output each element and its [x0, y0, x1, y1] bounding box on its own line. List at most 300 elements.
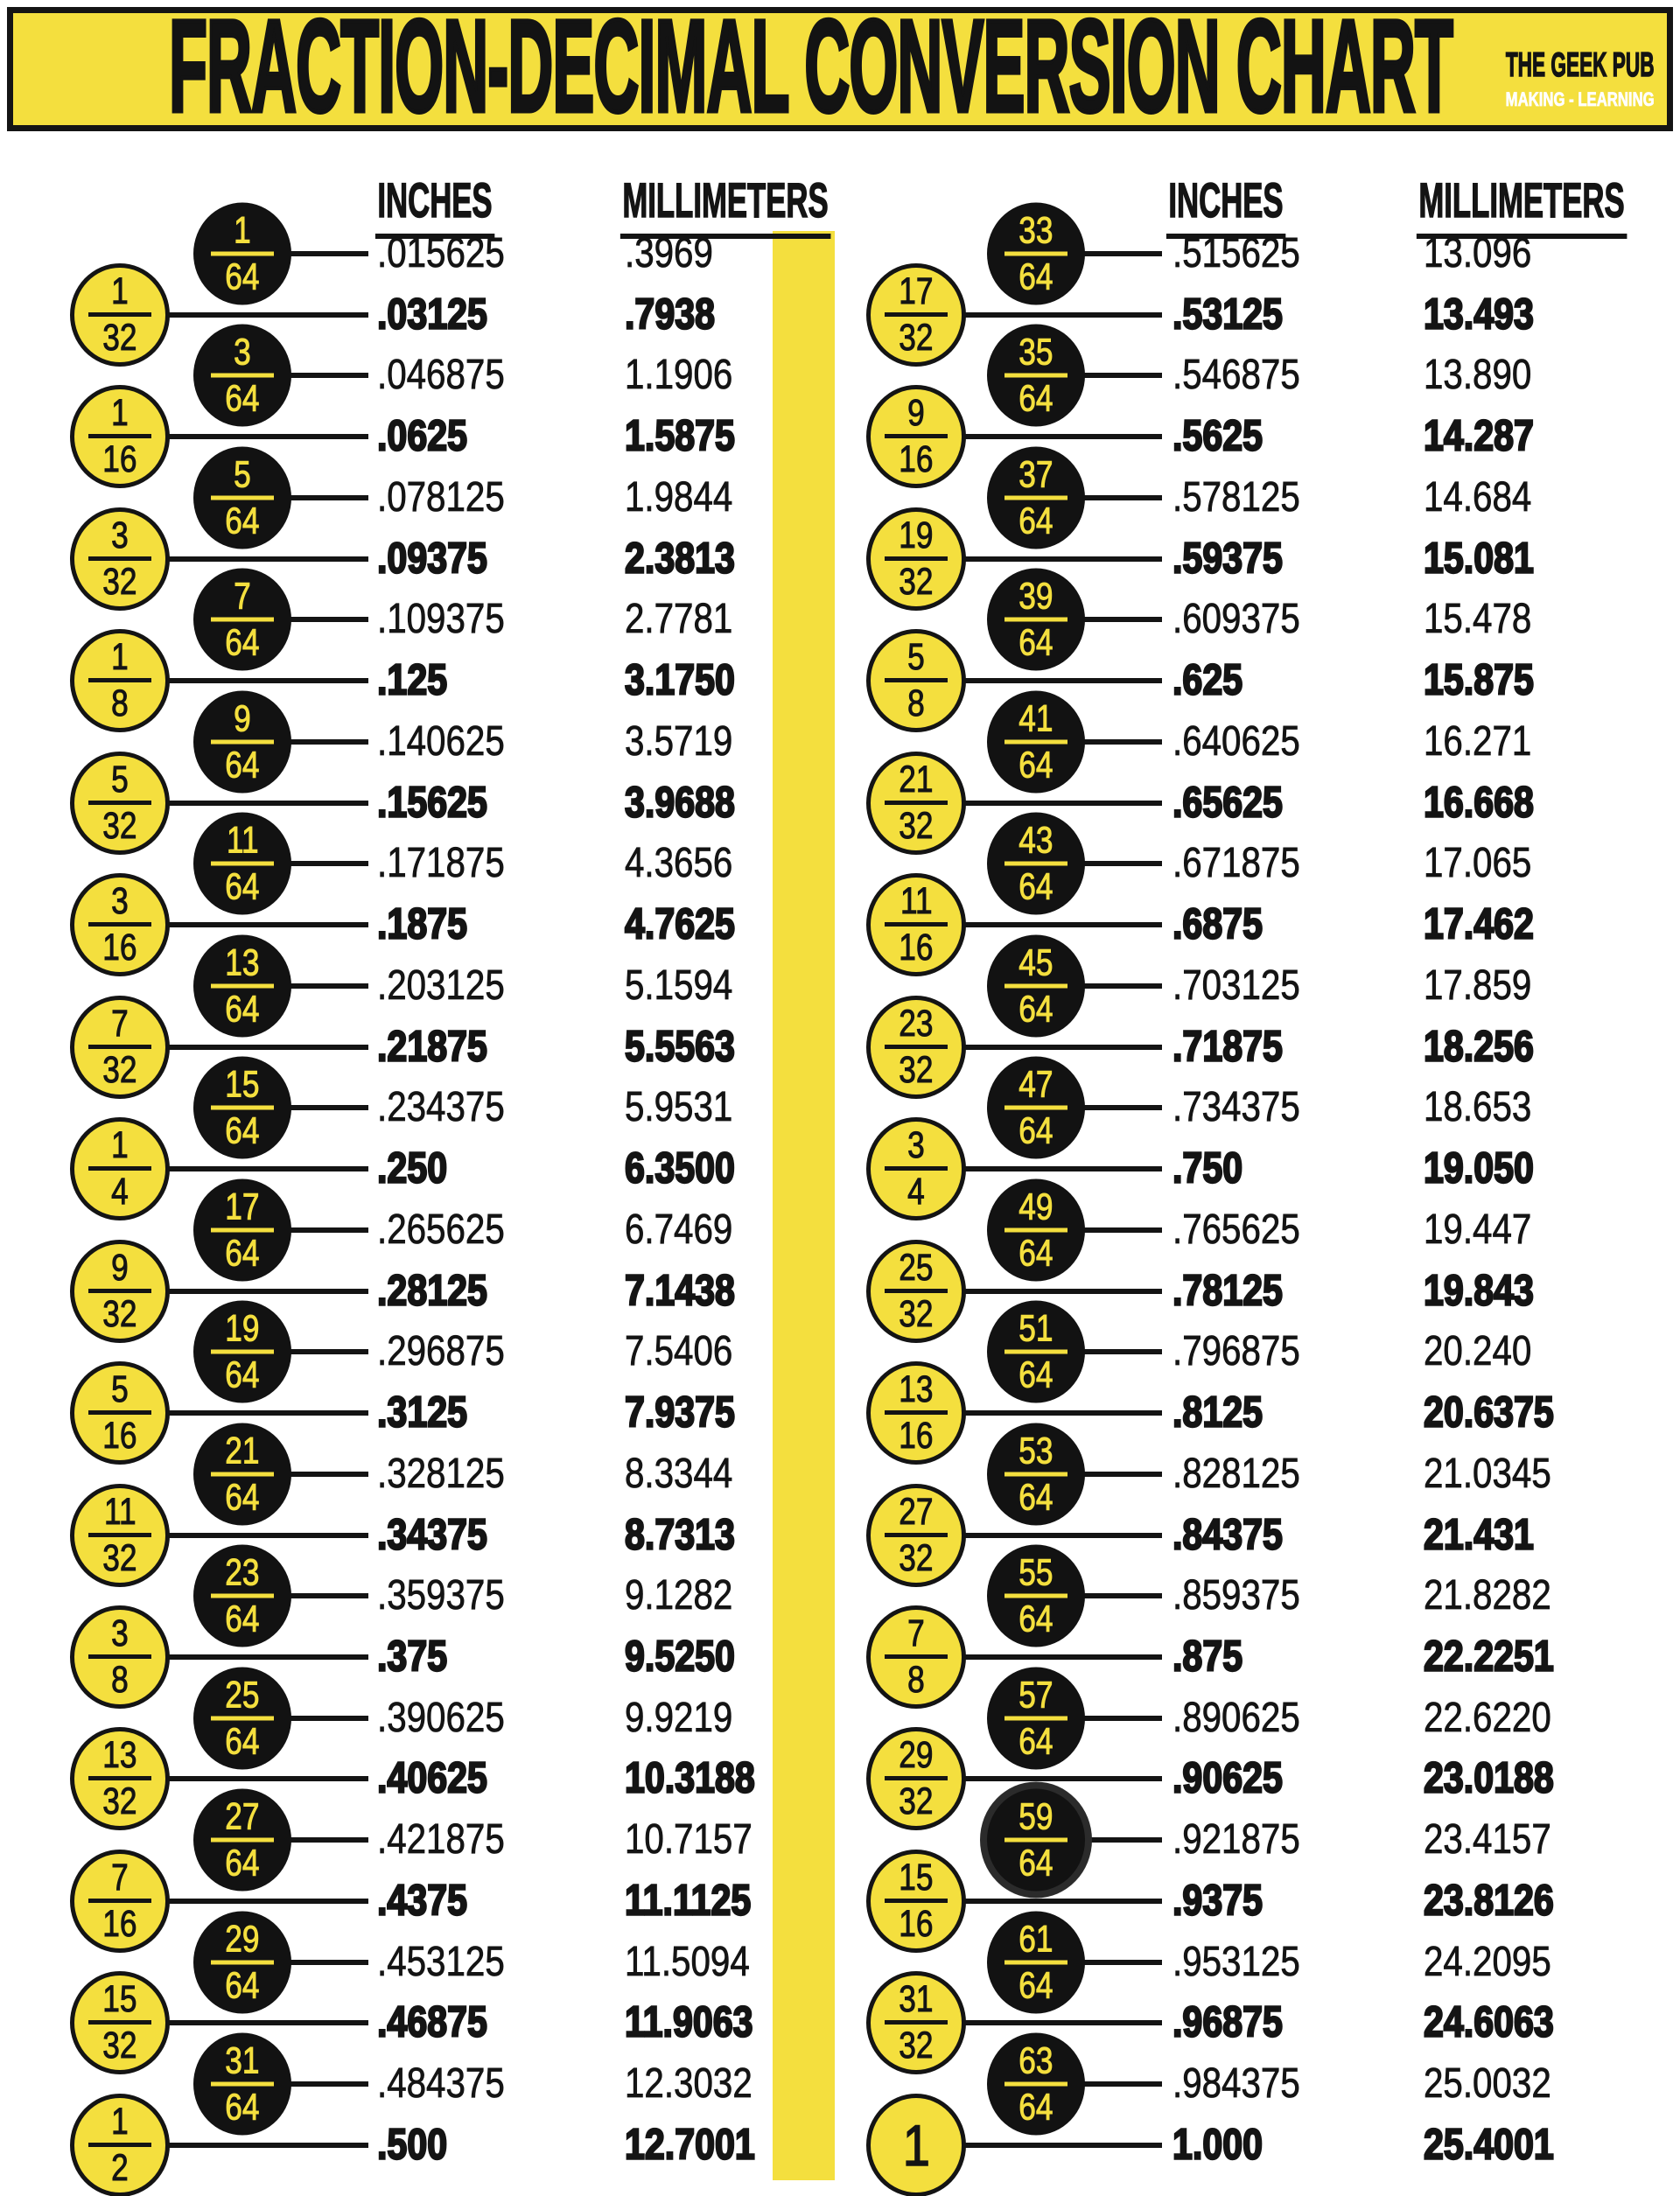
fraction-badge — [987, 447, 1085, 549]
fraction-numerator: 3 — [234, 331, 251, 374]
fraction-numerator: 19 — [899, 514, 934, 557]
fraction-numerator: 11 — [103, 1491, 136, 1534]
inches-value: .671875 — [1172, 840, 1300, 886]
connector-line — [959, 2143, 1162, 2148]
inches-value: .328125 — [377, 1451, 505, 1497]
fraction-denominator: 32 — [899, 561, 934, 603]
fraction-numerator: 35 — [1018, 331, 1054, 374]
fraction-whole-number: 1 — [902, 2113, 930, 2178]
connector-line — [288, 251, 368, 256]
connector-line — [163, 678, 368, 683]
brand-logo — [1398, 46, 1655, 111]
fraction-badge — [866, 996, 966, 1099]
connector-line — [288, 1716, 368, 1721]
connector-line — [163, 1654, 368, 1660]
millimeters-header-label: MILLIMETERS — [620, 171, 830, 239]
mm-value: 11.5094 — [625, 1939, 750, 1985]
fraction-denominator: 64 — [1018, 988, 1054, 1030]
inches-value: .34375 — [377, 1511, 487, 1559]
fraction-numerator: 1 — [111, 1124, 129, 1167]
inches-value: .296875 — [377, 1328, 505, 1374]
fraction-badge — [70, 385, 170, 488]
fraction-numerator: 23 — [225, 1551, 260, 1594]
connector-line — [288, 1349, 368, 1354]
fraction-badge — [987, 935, 1085, 1038]
fraction-denominator: 64 — [225, 255, 260, 297]
connector-line — [1082, 1105, 1162, 1110]
fraction-badge — [866, 1240, 966, 1343]
inches-value: .9375 — [1172, 1877, 1264, 1925]
fraction-numerator: 53 — [1018, 1430, 1054, 1472]
mm-value: 10.7157 — [625, 1816, 752, 1863]
fraction-badge — [193, 1301, 291, 1403]
connector-line — [959, 1166, 1162, 1171]
mm-value: 22.6220 — [1424, 1695, 1551, 1741]
fraction-numerator: 1 — [111, 2101, 129, 2144]
fraction-badge — [866, 1971, 966, 2074]
inches-value: .3125 — [377, 1388, 468, 1437]
mm-value: 5.1594 — [625, 962, 733, 1009]
fraction-numerator: 7 — [111, 1003, 129, 1046]
fraction-badge — [70, 263, 170, 367]
fraction-numerator: 7 — [111, 1857, 129, 1899]
inches-value: .90625 — [1172, 1754, 1283, 1802]
fraction-denominator: 64 — [225, 2086, 260, 2128]
fraction-numerator: 11 — [226, 819, 259, 862]
inches-value: .609375 — [1172, 596, 1300, 642]
connector-line — [959, 922, 1162, 927]
connector-line — [163, 1899, 368, 1904]
fraction-denominator: 8 — [907, 1659, 925, 1701]
inches-value: .953125 — [1172, 1939, 1300, 1985]
fraction-denominator: 4 — [907, 1171, 925, 1213]
mm-value: 23.0188 — [1424, 1754, 1554, 1802]
mm-value: 12.7001 — [625, 2121, 755, 2169]
fraction-badge — [70, 1727, 170, 1830]
fraction-denominator: 64 — [225, 865, 260, 907]
inches-value: .390625 — [377, 1695, 505, 1741]
fraction-badge — [866, 1484, 966, 1587]
fraction-numerator: 39 — [1018, 575, 1054, 618]
mm-value: 23.4157 — [1424, 1816, 1551, 1863]
inches-value: .703125 — [1172, 962, 1300, 1009]
fraction-denominator: 32 — [899, 2025, 934, 2067]
connector-line — [959, 1410, 1162, 1416]
fraction-numerator: 13 — [102, 1734, 137, 1777]
mm-value: 12.3032 — [625, 2060, 752, 2107]
inches-value: .359375 — [377, 1572, 505, 1619]
fraction-numerator: 5 — [234, 453, 251, 496]
mm-value: 8.7313 — [625, 1511, 735, 1559]
connector-line — [1082, 251, 1162, 256]
fraction-badge — [70, 752, 170, 855]
fraction-numerator: 1 — [111, 636, 129, 679]
fraction-badge — [70, 629, 170, 732]
mm-value: 11.1125 — [625, 1877, 752, 1925]
fraction-numerator: 37 — [1018, 453, 1054, 496]
mm-value: 5.9531 — [625, 1084, 733, 1130]
inches-value: .515625 — [1172, 230, 1300, 276]
fraction-numerator: 7 — [907, 1612, 925, 1655]
connector-line — [1082, 1837, 1162, 1843]
mm-value: 9.5250 — [625, 1633, 735, 1681]
fraction-badge — [70, 1361, 170, 1465]
fraction-denominator: 64 — [1018, 255, 1054, 297]
mm-value: 15.081 — [1424, 535, 1534, 583]
mm-value: 10.3188 — [625, 1754, 755, 1802]
fraction-denominator: 32 — [899, 317, 934, 359]
inches-value: .890625 — [1172, 1695, 1300, 1741]
mm-value: 21.8282 — [1424, 1572, 1551, 1619]
connector-line — [1082, 739, 1162, 745]
fraction-numerator: 7 — [234, 575, 251, 618]
inches-value: .21875 — [377, 1023, 487, 1071]
connector-line — [959, 678, 1162, 683]
mm-value: 3.5719 — [625, 718, 733, 765]
mm-value: .7938 — [625, 290, 716, 339]
inches-value: .859375 — [1172, 1572, 1300, 1619]
fraction-badge — [70, 1971, 170, 2074]
inches-value: .8125 — [1172, 1388, 1264, 1437]
inches-value: .96875 — [1172, 1998, 1283, 2046]
inches-header-right — [1130, 171, 1322, 239]
inches-value: .53125 — [1172, 290, 1283, 339]
connector-line — [288, 739, 368, 745]
mm-value: 18.256 — [1424, 1023, 1534, 1071]
fraction-badge — [193, 1423, 291, 1526]
connector-line — [288, 1472, 368, 1477]
fraction-denominator: 32 — [899, 1049, 934, 1091]
fraction-denominator: 16 — [102, 1415, 137, 1457]
connector-line — [1082, 495, 1162, 500]
mm-value: 6.7469 — [625, 1206, 733, 1253]
header-bar — [7, 0, 1673, 140]
connector-line — [163, 1776, 368, 1781]
fraction-numerator: 17 — [899, 270, 934, 313]
fraction-numerator: 29 — [899, 1734, 934, 1777]
fraction-numerator: 15 — [102, 1978, 137, 2021]
fraction-denominator: 64 — [225, 1232, 260, 1274]
connector-line — [163, 2020, 368, 2025]
connector-line — [163, 801, 368, 806]
mm-value: 13.096 — [1424, 230, 1532, 276]
connector-line — [163, 1410, 368, 1416]
connector-line — [163, 1166, 368, 1171]
inches-value: .6875 — [1172, 900, 1264, 948]
mm-value: 4.3656 — [625, 840, 733, 886]
fraction-badge — [193, 1179, 291, 1282]
inches-value: .375 — [377, 1633, 448, 1681]
fraction-denominator: 8 — [111, 682, 129, 724]
connector-line — [1082, 983, 1162, 989]
fraction-numerator: 15 — [225, 1063, 260, 1106]
inches-value: 1.000 — [1172, 2121, 1264, 2169]
inches-value: .5625 — [1172, 412, 1264, 460]
fraction-badge — [866, 1850, 966, 1953]
fraction-denominator: 64 — [1018, 1720, 1054, 1762]
fraction-numerator: 5 — [111, 759, 129, 801]
inches-value: .484375 — [377, 2060, 505, 2107]
fraction-numerator: 9 — [907, 392, 925, 435]
inches-value: .921875 — [1172, 1816, 1300, 1863]
center-divider-bar — [773, 231, 835, 2180]
fraction-badge — [193, 1789, 291, 1892]
fraction-badge — [193, 935, 291, 1038]
fraction-denominator: 64 — [1018, 500, 1054, 542]
inches-header-label: INCHES — [375, 171, 494, 239]
millimeters-header-right — [1352, 171, 1680, 239]
fraction-badge — [70, 873, 170, 976]
fraction-denominator: 64 — [225, 1353, 260, 1395]
mm-value: 17.859 — [1424, 962, 1532, 1009]
connector-line — [163, 1533, 368, 1538]
fraction-numerator: 3 — [907, 1124, 925, 1167]
connector-line — [288, 1837, 368, 1843]
mm-value: 25.0032 — [1424, 2060, 1551, 2107]
fraction-badge — [70, 1484, 170, 1587]
inches-value: .28125 — [377, 1267, 487, 1315]
mm-value: 17.462 — [1424, 900, 1534, 948]
fraction-numerator: 43 — [1018, 819, 1054, 862]
mm-value: 1.5875 — [625, 412, 735, 460]
fraction-badge — [70, 2094, 170, 2196]
mm-value: 20.240 — [1424, 1328, 1532, 1374]
fraction-denominator: 64 — [1018, 1353, 1054, 1395]
inches-value: .828125 — [1172, 1451, 1300, 1497]
fraction-denominator: 32 — [102, 1049, 137, 1091]
mm-value: 19.843 — [1424, 1267, 1534, 1315]
fraction-badge — [987, 691, 1085, 794]
fraction-numerator: 9 — [111, 1247, 129, 1290]
inches-value: .078125 — [377, 474, 505, 521]
inches-value: .625 — [1172, 656, 1243, 704]
connector-line — [959, 556, 1162, 562]
mm-value: .3969 — [625, 230, 713, 276]
fraction-denominator: 32 — [899, 805, 934, 847]
mm-value: 21.0345 — [1424, 1451, 1551, 1497]
fraction-numerator: 11 — [900, 880, 933, 923]
mm-value: 15.875 — [1424, 656, 1534, 704]
inches-value: .46875 — [377, 1998, 487, 2046]
connector-line — [1082, 373, 1162, 378]
inches-value: .15625 — [377, 779, 487, 827]
fraction-badge — [987, 1789, 1085, 1892]
brand-name: THE GEEK PUB — [1506, 46, 1655, 84]
connector-line — [163, 1045, 368, 1050]
mm-value: 22.2251 — [1424, 1633, 1554, 1681]
mm-value: 24.6063 — [1424, 1998, 1554, 2046]
fraction-badge — [193, 203, 291, 305]
fraction-denominator: 64 — [225, 377, 260, 419]
inches-value: .265625 — [377, 1206, 505, 1253]
fraction-numerator: 63 — [1018, 2039, 1054, 2082]
mm-value: 20.6375 — [1424, 1388, 1554, 1437]
inches-value: .421875 — [377, 1816, 505, 1863]
fraction-badge — [70, 996, 170, 1099]
connector-line — [288, 1593, 368, 1598]
inches-value: .1875 — [377, 900, 468, 948]
fraction-badge — [987, 203, 1085, 305]
inches-value: .84375 — [1172, 1511, 1283, 1559]
fraction-badge — [866, 873, 966, 976]
fraction-numerator: 31 — [899, 1978, 934, 2021]
fraction-numerator: 33 — [1018, 209, 1054, 252]
fraction-badge — [193, 2033, 291, 2136]
connector-line — [1082, 1593, 1162, 1598]
fraction-badge — [866, 385, 966, 488]
fraction-numerator: 1 — [111, 270, 129, 313]
fraction-badge — [866, 752, 966, 855]
mm-value: 4.7625 — [625, 900, 735, 948]
fraction-numerator: 59 — [1018, 1795, 1054, 1838]
inches-value: .546875 — [1172, 352, 1300, 398]
fraction-badge — [193, 325, 291, 427]
inches-value: .500 — [377, 2121, 448, 2169]
inches-value: .03125 — [377, 290, 487, 339]
fraction-denominator: 64 — [225, 1476, 260, 1518]
inches-value: .109375 — [377, 596, 505, 642]
connector-line — [959, 1045, 1162, 1050]
fraction-numerator: 51 — [1018, 1307, 1054, 1350]
connector-line — [288, 1105, 368, 1110]
inches-value: .125 — [377, 656, 448, 704]
inches-value: .171875 — [377, 840, 505, 886]
fraction-badge — [987, 2033, 1085, 2136]
millimeters-header-label: MILLIMETERS — [1417, 171, 1627, 239]
mm-value: 9.1282 — [625, 1572, 733, 1619]
connector-line — [1082, 1227, 1162, 1233]
inches-value: .4375 — [377, 1877, 468, 1925]
mm-value: 24.2095 — [1424, 1939, 1551, 1985]
fraction-denominator: 32 — [899, 1780, 934, 1822]
fraction-badge — [866, 1361, 966, 1465]
mm-value: 6.3500 — [625, 1144, 735, 1192]
connector-line — [1082, 1472, 1162, 1477]
fraction-numerator: 27 — [899, 1491, 934, 1534]
fraction-denominator: 64 — [1018, 377, 1054, 419]
fraction-denominator: 8 — [907, 682, 925, 724]
inches-value: .015625 — [377, 230, 505, 276]
inches-value: .984375 — [1172, 2060, 1300, 2107]
connector-line — [1082, 2081, 1162, 2087]
fraction-denominator: 64 — [225, 500, 260, 542]
connector-line — [959, 2020, 1162, 2025]
fraction-badge — [70, 1605, 170, 1709]
connector-line — [959, 1533, 1162, 1538]
fraction-denominator: 8 — [111, 1659, 129, 1701]
fraction-badge — [193, 1912, 291, 2014]
connector-line — [163, 434, 368, 439]
inches-value: .765625 — [1172, 1206, 1300, 1253]
inches-value: .59375 — [1172, 535, 1283, 583]
fraction-numerator: 55 — [1018, 1551, 1054, 1594]
fraction-numerator: 15 — [899, 1857, 934, 1899]
inches-value: .578125 — [1172, 474, 1300, 521]
connector-line — [163, 922, 368, 927]
fraction-denominator: 64 — [1018, 865, 1054, 907]
mm-value: 8.3344 — [625, 1451, 733, 1497]
fraction-numerator: 57 — [1018, 1674, 1054, 1717]
fraction-numerator: 1 — [111, 392, 129, 435]
inches-header-left — [339, 171, 531, 239]
fraction-numerator: 49 — [1018, 1185, 1054, 1228]
inches-value: .750 — [1172, 1144, 1243, 1192]
fraction-denominator: 64 — [1018, 621, 1054, 663]
connector-line — [1082, 1960, 1162, 1965]
fraction-denominator: 64 — [1018, 1964, 1054, 2006]
fraction-numerator: 3 — [111, 1612, 129, 1655]
connector-line — [163, 312, 368, 318]
fraction-denominator: 32 — [102, 1780, 137, 1822]
fraction-badge — [866, 629, 966, 732]
connector-line — [163, 2143, 368, 2148]
mm-value: 23.8126 — [1424, 1877, 1554, 1925]
mm-value: 3.1750 — [625, 656, 735, 704]
fraction-badge — [193, 691, 291, 794]
fraction-denominator: 16 — [102, 1903, 137, 1945]
inches-value: .234375 — [377, 1084, 505, 1130]
fraction-denominator: 16 — [899, 927, 934, 969]
fraction-badge — [70, 1240, 170, 1343]
connector-line — [163, 1289, 368, 1294]
mm-value: 1.1906 — [625, 352, 733, 398]
connector-line — [288, 373, 368, 378]
mm-value: 5.5563 — [625, 1023, 735, 1071]
mm-value: 16.668 — [1424, 779, 1534, 827]
mm-value: 13.890 — [1424, 352, 1532, 398]
fraction-badge — [866, 1727, 966, 1830]
connector-line — [288, 617, 368, 622]
mm-value: 21.431 — [1424, 1511, 1534, 1559]
connector-line — [288, 1960, 368, 1965]
connector-line — [1082, 617, 1162, 622]
fraction-badge — [987, 569, 1085, 671]
fraction-numerator: 41 — [1018, 697, 1054, 740]
mm-value: 7.1438 — [625, 1267, 735, 1315]
inches-value: .203125 — [377, 962, 505, 1009]
fraction-numerator: 21 — [899, 759, 934, 801]
mm-value: 25.4001 — [1424, 2121, 1554, 2169]
connector-line — [1082, 1349, 1162, 1354]
fraction-numerator: 9 — [234, 697, 251, 740]
inches-value: .875 — [1172, 1633, 1243, 1681]
fraction-numerator: 23 — [899, 1003, 934, 1046]
mm-value: 9.9219 — [625, 1695, 733, 1741]
fraction-denominator: 16 — [102, 927, 137, 969]
fraction-denominator: 64 — [225, 1598, 260, 1640]
fraction-badge — [70, 507, 170, 611]
fraction-badge — [193, 1668, 291, 1770]
connector-line — [959, 801, 1162, 806]
mm-value: 14.684 — [1424, 474, 1532, 521]
fraction-badge — [193, 569, 291, 671]
fraction-denominator: 64 — [1018, 1232, 1054, 1274]
fraction-numerator: 25 — [225, 1674, 260, 1717]
fraction-denominator: 32 — [899, 1293, 934, 1335]
mm-value: 2.7781 — [625, 596, 733, 642]
fraction-badge — [193, 1545, 291, 1647]
fraction-badge — [987, 1301, 1085, 1403]
fraction-denominator: 2 — [111, 2147, 129, 2189]
connector-line — [288, 983, 368, 989]
millimeters-header-left — [556, 171, 895, 239]
connector-line — [959, 312, 1162, 318]
fraction-denominator: 64 — [1018, 2086, 1054, 2128]
fraction-denominator: 32 — [102, 1537, 137, 1579]
connector-line — [288, 1227, 368, 1233]
fraction-denominator: 32 — [102, 561, 137, 603]
connector-line — [959, 1289, 1162, 1294]
